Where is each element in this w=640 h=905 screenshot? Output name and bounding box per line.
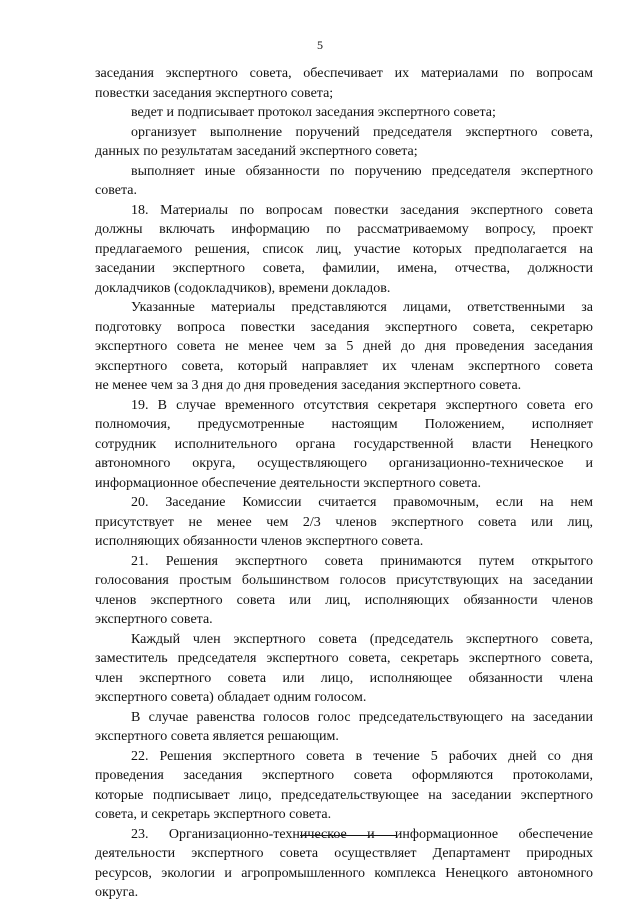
text-line: деятельности экспертного совета осуществляет Департамент природных xyxy=(95,846,593,861)
paragraph xyxy=(95,493,593,552)
paragraph xyxy=(95,103,593,123)
text-line: организует выполнение поручений председателя экспертного совета, xyxy=(131,124,593,140)
text-line: ведет и подписывает протокол заседания экспертного совета; xyxy=(131,105,496,120)
text-line: заседания экспертного совета, обеспечивает их материалами по вопросам xyxy=(95,66,593,81)
text-line: заседании экспертного совета, фамилии, имена, отчества, должности xyxy=(95,261,593,276)
end-of-text-rule xyxy=(300,835,396,836)
paragraph xyxy=(95,162,593,201)
text-line: информационное обеспечение деятельности экспертного совета. xyxy=(95,475,482,491)
text-line: Указанные материалы представляются лицами, ответственными за xyxy=(131,300,593,315)
text-line: округа. xyxy=(95,885,139,900)
paragraph xyxy=(95,552,593,630)
text-line: Каждый член экспертного совета (председатель экспертного совета, xyxy=(131,631,593,647)
text-line: предлагаемого решения, список лиц, участие которых предполагается на xyxy=(95,241,593,257)
text-line: выполняет иные обязанности по поручению председателя экспертного xyxy=(131,163,593,179)
text-line: проведения заседания экспертного совета оформляются протоколами, xyxy=(95,768,593,783)
text-line: заместитель председателя экспертного совета, секретарь экспертного совета, xyxy=(95,651,593,666)
text-line: 19. В случае временного отсутствия секретаря экспертного совета его xyxy=(131,397,593,413)
text-line: член экспертного совета или лицо, исполняющее обязанности члена xyxy=(95,670,593,686)
text-line: полномочия, предусмотренные настоящим Положением, исполняет xyxy=(95,417,593,432)
text-line: экспертного совета не менее чем за 5 дней до дня проведения заседания xyxy=(95,339,593,354)
text-line: присутствует не менее чем 2/3 членов экспертного совета или лиц, xyxy=(95,514,593,530)
text-line: ресурсов, экологии и агропромышленного комплекса Ненецкого автономного xyxy=(95,865,593,881)
text-line: членов экспертного совета или лиц, исполняющих обязанности членов xyxy=(95,592,593,608)
text-line: В случае равенства голосов голос председательствующего на заседании xyxy=(131,709,593,725)
text-line: которые подписывает лицо, председательствующее на заседании экспертного xyxy=(95,787,593,803)
text-line: сотрудник исполнительного органа государственной власти Ненецкого xyxy=(95,436,593,452)
text-line: автономного округа, осуществляющего организационно-техническое и xyxy=(95,456,593,471)
text-line: 23. Организационно-техническое и информационное обеспечение xyxy=(131,826,593,842)
text-line: исполняющих обязанности членов экспертного совета. xyxy=(95,534,424,549)
text-line: экспертного совета является решающим. xyxy=(95,729,339,744)
paragraph xyxy=(95,201,593,299)
text-line: 18. Материалы по вопросам повестки заседания экспертного совета xyxy=(131,202,593,218)
paragraph xyxy=(95,708,593,747)
text-line: совета. xyxy=(95,183,137,198)
paragraph xyxy=(95,298,593,396)
paragraph xyxy=(95,396,593,494)
text-line: данных по результатам заседаний экспертного совета; xyxy=(95,144,418,159)
paragraph xyxy=(95,123,593,162)
text-line: 20. Заседание Комиссии считается правомочным, если на нем xyxy=(131,495,593,510)
text-line: экспертного совета, который направляет их членам экспертного совета xyxy=(95,358,593,374)
text-line: экспертного совета. xyxy=(95,612,213,627)
paragraph xyxy=(95,630,593,708)
text-line: экспертного совета) обладает одним голосом. xyxy=(95,690,367,705)
text-line: 22. Решения экспертного совета в течение 5 рабочих дней со дня xyxy=(131,748,593,764)
text-line: голосования простым большинством голосов присутствующих на заседании xyxy=(95,573,593,588)
document-body xyxy=(95,64,593,903)
text-line: совета, и секретарь экспертного совета. xyxy=(95,807,332,822)
text-line: повестки заседания экспертного совета; xyxy=(95,85,334,101)
paragraph xyxy=(95,747,593,825)
text-line: докладчиков (содокладчиков), времени докладов. xyxy=(95,280,391,296)
text-line: не менее чем за 3 дня до дня проведения заседания экспертного совета. xyxy=(95,378,522,393)
text-line: подготовку вопроса повестки заседания экспертного совета, секретарю xyxy=(95,319,593,335)
text-line: должны включать информацию по рассматриваемому вопросу, проект xyxy=(95,222,593,237)
paragraph xyxy=(95,64,593,103)
text-line: 21. Решения экспертного совета принимаются путем открытого xyxy=(131,553,593,569)
page-number: 5 xyxy=(317,38,323,52)
paragraph xyxy=(95,825,593,903)
